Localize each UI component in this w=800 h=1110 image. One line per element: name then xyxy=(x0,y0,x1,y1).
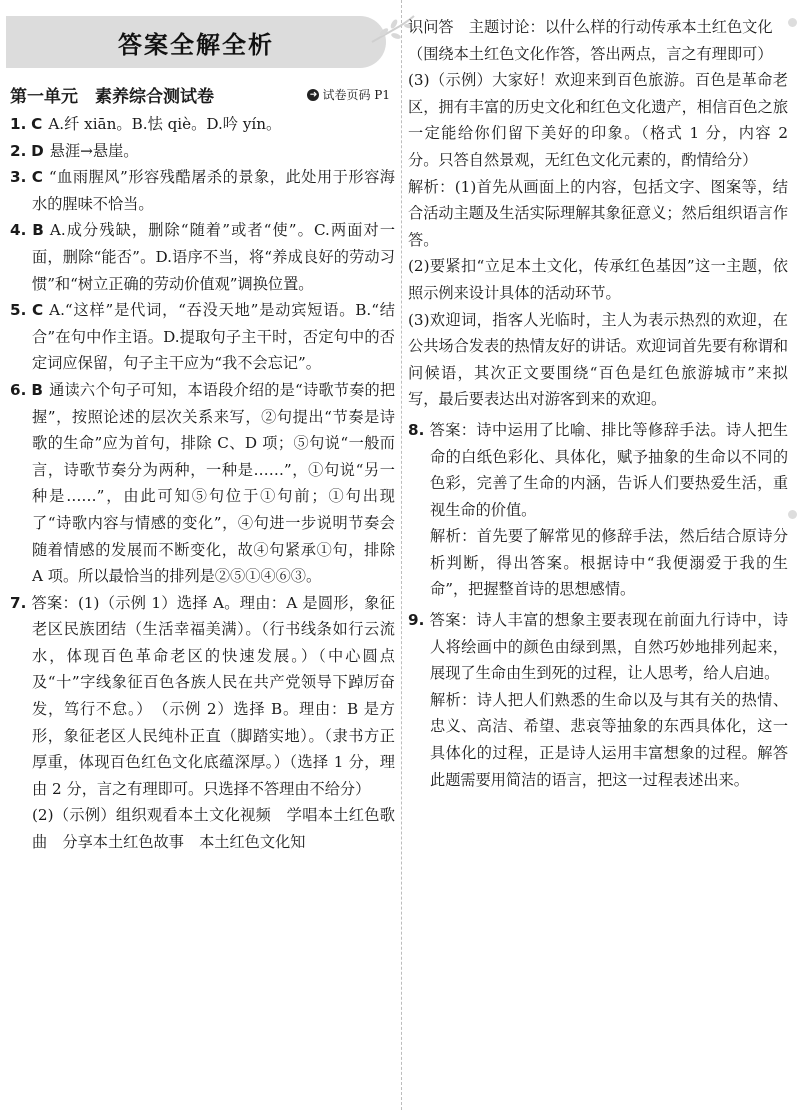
item-text: 通读六个句子可知，本语段介绍的是“诗歌节奏的把握”，按照论述的层次关系来写，②句提出“节奏是诗歌的生命”应为首句，排除 C、D 项；⑤句说“一般而言，诗歌节奏分为两种，一种是……”，①句说“另一种是……”，由此可知⑤句位于①句前；①句出现了“诗歌内容与情感的变化”，④句进一步说明节奏会随着情感的发展而不断变化，故④句紧承①句，排除 A 项。所以最恰当的排列是②⑤①④⑥③。 xyxy=(32,380,396,586)
answer-item xyxy=(10,590,395,803)
answer-item xyxy=(10,217,395,297)
item-text: A.成分残缺，删除“随着”或者“使”。C.两面对一面，删除“能否”。D.语序不当，将“养成良好的劳动习惯”和“树立正确的劳动价值观”调换位置。 xyxy=(32,221,396,293)
item-number: 3. xyxy=(10,168,27,187)
item-text: 悬涯→悬崖。 xyxy=(49,141,139,160)
answer-item xyxy=(10,297,395,377)
item-answer: C xyxy=(31,168,43,187)
page-title: 答案全解全析 xyxy=(118,30,274,59)
item-answer: C xyxy=(31,115,43,133)
item-number: 5. xyxy=(10,301,27,320)
answer-item xyxy=(408,417,788,523)
item-number: 7. xyxy=(10,593,27,612)
column-divider xyxy=(401,0,402,1110)
page-ref-label: 试卷页码 P1 xyxy=(322,88,390,102)
analysis-part: 解析：(1)首先从画面上的内容，包括文字、图案等，结合活动主题及生活实际理解其象征意义；然后组织语言作答。 xyxy=(408,177,788,249)
page-reference xyxy=(307,86,390,103)
item-text: 答案：诗中运用了比喻、排比等修辞手法。诗人把生命的白纸色彩化、具体化，赋予抽象的生命以不同的色彩，完善了生命的内涵，告诉人们要热爱生活，重视生命的价值。 xyxy=(429,420,789,519)
item-answer: B xyxy=(31,380,43,399)
answer-item xyxy=(10,138,395,165)
item-analysis: 解析：诗人把人们熟悉的生命以及与其有关的热情、忠义、高洁、希望、悲哀等抽象的东西具体化，这一具体化的过程，正是诗人运用丰富想象的过程。解答此题需要用简洁的语言，把这一过程表述出来。 xyxy=(430,690,788,789)
right-column xyxy=(408,14,788,793)
unit-title: 第一单元 素养综合测试卷 xyxy=(10,87,214,107)
unit-header xyxy=(10,82,390,107)
item-text: “血雨腥风”形容残酷屠杀的景象，此处用于形容海水的腥味不恰当。 xyxy=(32,168,395,213)
arrow-right-icon: ➜ xyxy=(307,89,319,101)
item-answer: D xyxy=(31,141,44,160)
answer-note: （围绕本土红色文化作答，答出两点，言之有理即可） xyxy=(408,44,773,63)
item-answer: B xyxy=(32,221,44,240)
answer-part: (3)（示例）大家好！欢迎来到百色旅游。百色是革命老区，拥有丰富的历史文化和红色文化遗产，相信百色之旅一定能给你们留下美好的印象。（格式 1 分，内容 2 分。只答自然景观，无红色文化元素的，酌情给分） xyxy=(408,71,788,169)
answer-item xyxy=(10,111,395,138)
answer-item xyxy=(10,377,395,590)
answer-item xyxy=(408,607,788,687)
item-number: 9. xyxy=(408,611,425,630)
item-text: A.“这样”是代词，“吞没天地”是动宾短语。B.“结合”在句中作主语。D.提取句子主干时，否定句中的否定词应保留，句子主干应为“我不会忘记”。 xyxy=(32,301,395,373)
item-text: A.纤 xiān。B.怯 qiè。D.吟 yín。 xyxy=(48,115,282,133)
item-number: 6. xyxy=(10,380,27,399)
item-analysis: 解析：首先要了解常见的修辞手法，然后结合原诗分析判断，得出答案。根据诗中“我便溺爱于我的生命”，把握整首诗的思想感情。 xyxy=(430,527,788,599)
item-answer: C xyxy=(31,301,44,320)
analysis-part: (3)欢迎词，指客人光临时，主人为表示热烈的欢迎，在公共场合发表的热情友好的讲话。欢迎词首先要有称谓和问候语，其次正文要围绕“百色是红色旅游城市”来拟写，最后要表达出对游客到来的欢迎。 xyxy=(408,310,788,409)
item-number: 8. xyxy=(408,420,425,439)
item-number: 1. xyxy=(10,115,27,133)
analysis-part: (2)要紧扣“立足本土文化，传承红色基因”这一主题，依照示例来设计具体的活动环节。 xyxy=(408,257,788,302)
answer-continuation: (2)（示例）组织观看本土文化视频 学唱本土红色歌曲 分享本土红色故事 本土红色文化知 xyxy=(32,806,395,852)
page-edge-dot xyxy=(788,510,797,519)
item-number: 2. xyxy=(10,141,27,160)
answer-item xyxy=(10,164,395,217)
item-text: 答案：(1)（示例 1）选择 A。理由：A 是圆形，象征老区民族团结（生活幸福美满）。（行书线条如行云流水，体现百色革命老区的快速发展。）（中心圆点及“十”字线象征百色各族人民在共产党领导下踔厉奋发，笃行不怠。） （示例 2）选择 B。理由：B 是方形，象征老区人民纯朴正直（脚踏实地）。（隶书方正厚重，体现百色红色文化底蕴深厚。）（选择 1 分，理由 2 分，言之有理即可。只选择不答理由不给分） xyxy=(31,593,395,798)
title-band xyxy=(6,16,386,68)
page-edge-dot xyxy=(788,18,797,27)
item-number: 4. xyxy=(10,221,27,240)
answer-continuation: 识问答 主题讨论：以什么样的行动传承本土红色文化 xyxy=(408,18,773,36)
item-text: 答案：诗人丰富的想象主要表现在前面九行诗中，诗人将绘画中的颜色由绿到黑，自然巧妙地排列起来，展现了生命由生到死的过程，让人思考，给人启迪。 xyxy=(429,611,789,683)
left-column xyxy=(10,0,395,856)
